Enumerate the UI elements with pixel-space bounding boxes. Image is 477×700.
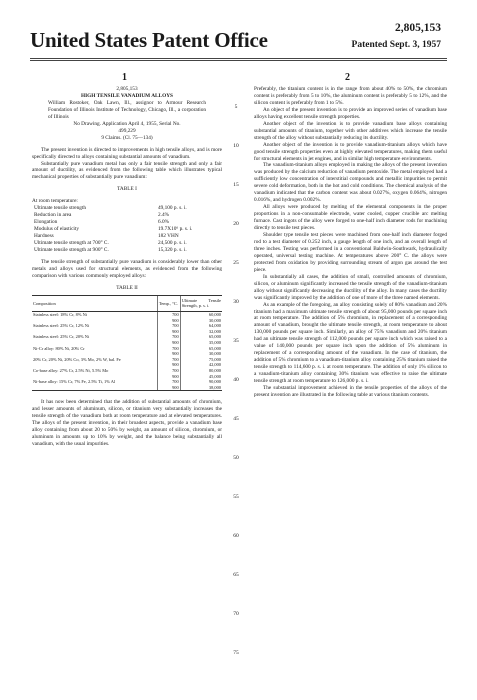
table1 [32,205,222,254]
application-info: No Drawing. Application April 4, 1955, Serial No. 499,229 [73,120,181,134]
example-paragraph: As an example of the foregoing, an alloy consisting solely of 80% vanadium and 20% titanium had a maximum ultimate tensile strength of about 95,000 pounds per square inch at room temperature. The addition of 5% chromium, in replacement of a corresponding amount of vanadium, brought the ultimate tensile strength, at room temperature to about 130,000 pounds per square inch. Similarly, an alloy of 75% vanadium and 20% titanium had an ultimate tensile strength of 112,000 pounds per square inch which was raised to a value of 140,000 pounds per square inch upon the addition of 5% aluminum in replacement of a corresponding amount of the vanadium. In the case of titanium, the addition of 5% chromium to a vanadium-titanium alloy containing 25% titanium raised the tensile strength to 114,600 p. s. i. at room temperature. The addition of only 1% silicon to a vanadium-titanium alloy containing 30% titanium was effective to raise the ultimate tensile strength at room temperature to 126,000 p. s. i. [254,301,447,385]
table2-title: TABLE II [116,284,138,291]
table1-row: Hardness 182 VHN [34,233,179,240]
line-number: 55 [233,494,239,500]
line-number: 20 [233,221,239,227]
line-number: 5 [234,104,238,110]
left-patent-number: 2,805,153 [116,86,138,92]
table2-header: Temp., °C. [157,295,180,311]
line-number: 30 [233,299,239,305]
table-row: Ni-Cr alloy: 80% Ni, 20% Cr 700 900 65,000 30,000 [33,345,221,357]
table2 [32,295,222,392]
table-row: Stainless steel: 18% Cr, 8% Ni 700 900 60,000 30,000 [33,311,221,323]
patented-date: Patented Sept. 3, 1957 [351,40,441,50]
line-number: 50 [233,455,239,461]
office-title: United States Patent Office [30,28,268,52]
line-number: 15 [233,182,239,188]
table1-row: Ultimate tensile strength at 900° C. 15,320 p. s. i. [34,247,187,254]
line-number: 75 [233,650,239,656]
line-number: 35 [233,338,239,344]
patent-number: 2,805,153 [395,22,441,34]
left-column [32,86,222,448]
line-number: 60 [233,533,239,539]
comparison-paragraph: The tensile strength of substantially pure vanadium is considerably lower than other metals and alloys used for structural elements, as evidenced from the following comparison with various commonly employed alloys: [32,258,222,279]
line-number: 40 [233,377,239,383]
header-rule [30,58,447,59]
testing-paragraph: Shoulder type tensile test pieces were machined from one-half inch diameter forged rod to a test diameter of 0.252 inch, a gauge length of one inch, and an overall length of three inches. Testing was performed in a conventional Baldwin-Southwark, hydraulically operated, universal testing machine. At temperatures above 200° C. the alloys were protected from oxidation by providing surrounding stream of argon gas around the test piece. [254,232,447,273]
header-rule-thin [30,60,447,61]
object-paragraph: Another object of the invention is to provide vanadium base alloys containing substantial amounts of titanium, together with other additives which increase the tensile strength of the alloy without substantially reducing its ductility. [254,120,447,141]
table1-row: Elongation 6.0% [34,219,170,226]
table2-header: Ultimate Tensile Strength, p. s. i. [180,295,222,311]
line-number: 10 [233,143,239,149]
column-number-right: 2 [345,72,350,83]
production-paragraph: The vanadium-titanium alloys employed in making the alloys of the present invention was produced by the calcium reduction of vanadium pentoxide. The metal employed had a sufficiently low concentration of interstitial compounds and metallic impurities to permit severe cold deformation, both in the hot and cold conditions. The chemical analysis of the vanadium indicated that the carbon content was about 0.027%, oxygen 0.064%, nitrogen 0.016%, and hydrogen 0.002%. [254,162,447,204]
object-paragraph: An object of the present invention is to provide an improved series of vanadium base alloys having excellent tensile strength properties. [254,106,447,120]
claims-info: 9 Claims. (Cl. 75—134) [101,134,153,141]
table1-title: TABLE I [117,186,137,193]
line-number: 25 [233,260,239,266]
table1-row: Reduction in area 2.4% [34,212,170,219]
table1-row: Ultimate tensile strength at 700° C. 24,500 p. s. i. [34,240,187,247]
vanadium-paragraph: Substantially pure vanadium metal has only a fair tensile strength and only a fair amount of ductility, as evidenced from the following table which illustrates typical mechanical properties of substantially pure vanadium: [32,160,222,181]
table1-row: Modulus of elasticity 19.7X10⁶ p. s. i. [34,226,193,233]
composition-paragraph: Preferably, the titanium content is in the range from about 40% to 50%, the chromium content is preferably from 5 to 10%, the aluminum content is preferably 5 to 12%, and the silicon content is preferably from 1 to 5%. [254,86,447,106]
line-number: 70 [233,611,239,617]
inventor-info: William Rostoker, Oak Lawn, Ill., assignor to Armour Research Foundation of Illinois Institute of Technology, Chicago, Ill., a corporation of Illinois [48,99,206,120]
line-number: 65 [233,572,239,578]
column-number-left: 1 [122,72,127,83]
melting-paragraph: All alloys were produced by melting of the elemental components in the proper proportions in a non-consumable electrode, water cooled, copper crucible arc melting furnace. Cast ingots of the alloy were forged to one-half inch diameter rods for machining directly to tensile test pieces. [254,204,447,232]
table2-header: Composition [32,295,157,311]
right-column [254,86,447,399]
results-paragraph: In substantially all cases, the addition of small, controlled amounts of chromium, silicon, or aluminum significantly increased the tensile strength of the vanadium-titanium alloy without significantly decreasing the ductility of the alloy. In many cases the ductility was significantly improved by the addition of one of more of the three named elements. [254,273,447,301]
table1-row: Ultimate tensile strength 49,100 p. s. i. [34,205,187,212]
table-row: Co-base alloy: 27% Cr, 2.5% Ni, 5.5% Mo 700 900 80,000 45,000 [33,367,221,379]
table1-heading: At room temperature: [32,198,78,205]
table-row: Ni-base alloy: 15% Cr, 7% Fe, 2.5% Ti, 1% Al 700 900 90,000 38,000 [33,379,221,390]
intro-paragraph: The present invention is directed to improvements in high tensile alloys, and is more specifically directed to alloys containing substantial amounts of vanadium. [32,146,222,160]
conclusion-paragraph: The substantial improvement achieved in the tensile properties of the alloys of the present invention are illustrated in the following table at various titanium contents. [254,384,447,398]
summary-paragraph: It has now been determined that the addition of substantial amounts of chromium, and lesser amounts of aluminum, silicon, or titanium very substantially increases the tensile strength of the vanadium both at room temperature and at elevated temperatures. The alloys of the present invention, in their broadest aspects, provide a vanadium base alloy containing from about 20 to 50% by weight, an amount of silicon, chromium, or aluminum in amounts up to 10% by weight, and the balance being substantially all vanadium, with the usual impurities. [32,399,222,447]
table-row: Stainless steel: 25% Cr, 20% Ni 700 900 65,000 35,000 [33,334,221,345]
line-number: 45 [233,416,239,422]
table-row: Stainless steel: 25% Cr, 12% Ni 700 900 64,000 32,000 [33,323,221,334]
object-paragraph: Another object of the invention is to provide vanadium-titanium alloys which have good tensile strength properties even at highly elevated temperatures, making them useful for structural elements in jet engines, and in similar high temperature environments. [254,141,447,162]
patent-title: HIGH TENSILE VANADIUM ALLOYS [81,92,173,99]
table-row: 20% Cr, 20% Ni, 20% Co, 3% Mo, 2% W, bal. Fe 700 900 75,000 42,000 [33,356,221,368]
